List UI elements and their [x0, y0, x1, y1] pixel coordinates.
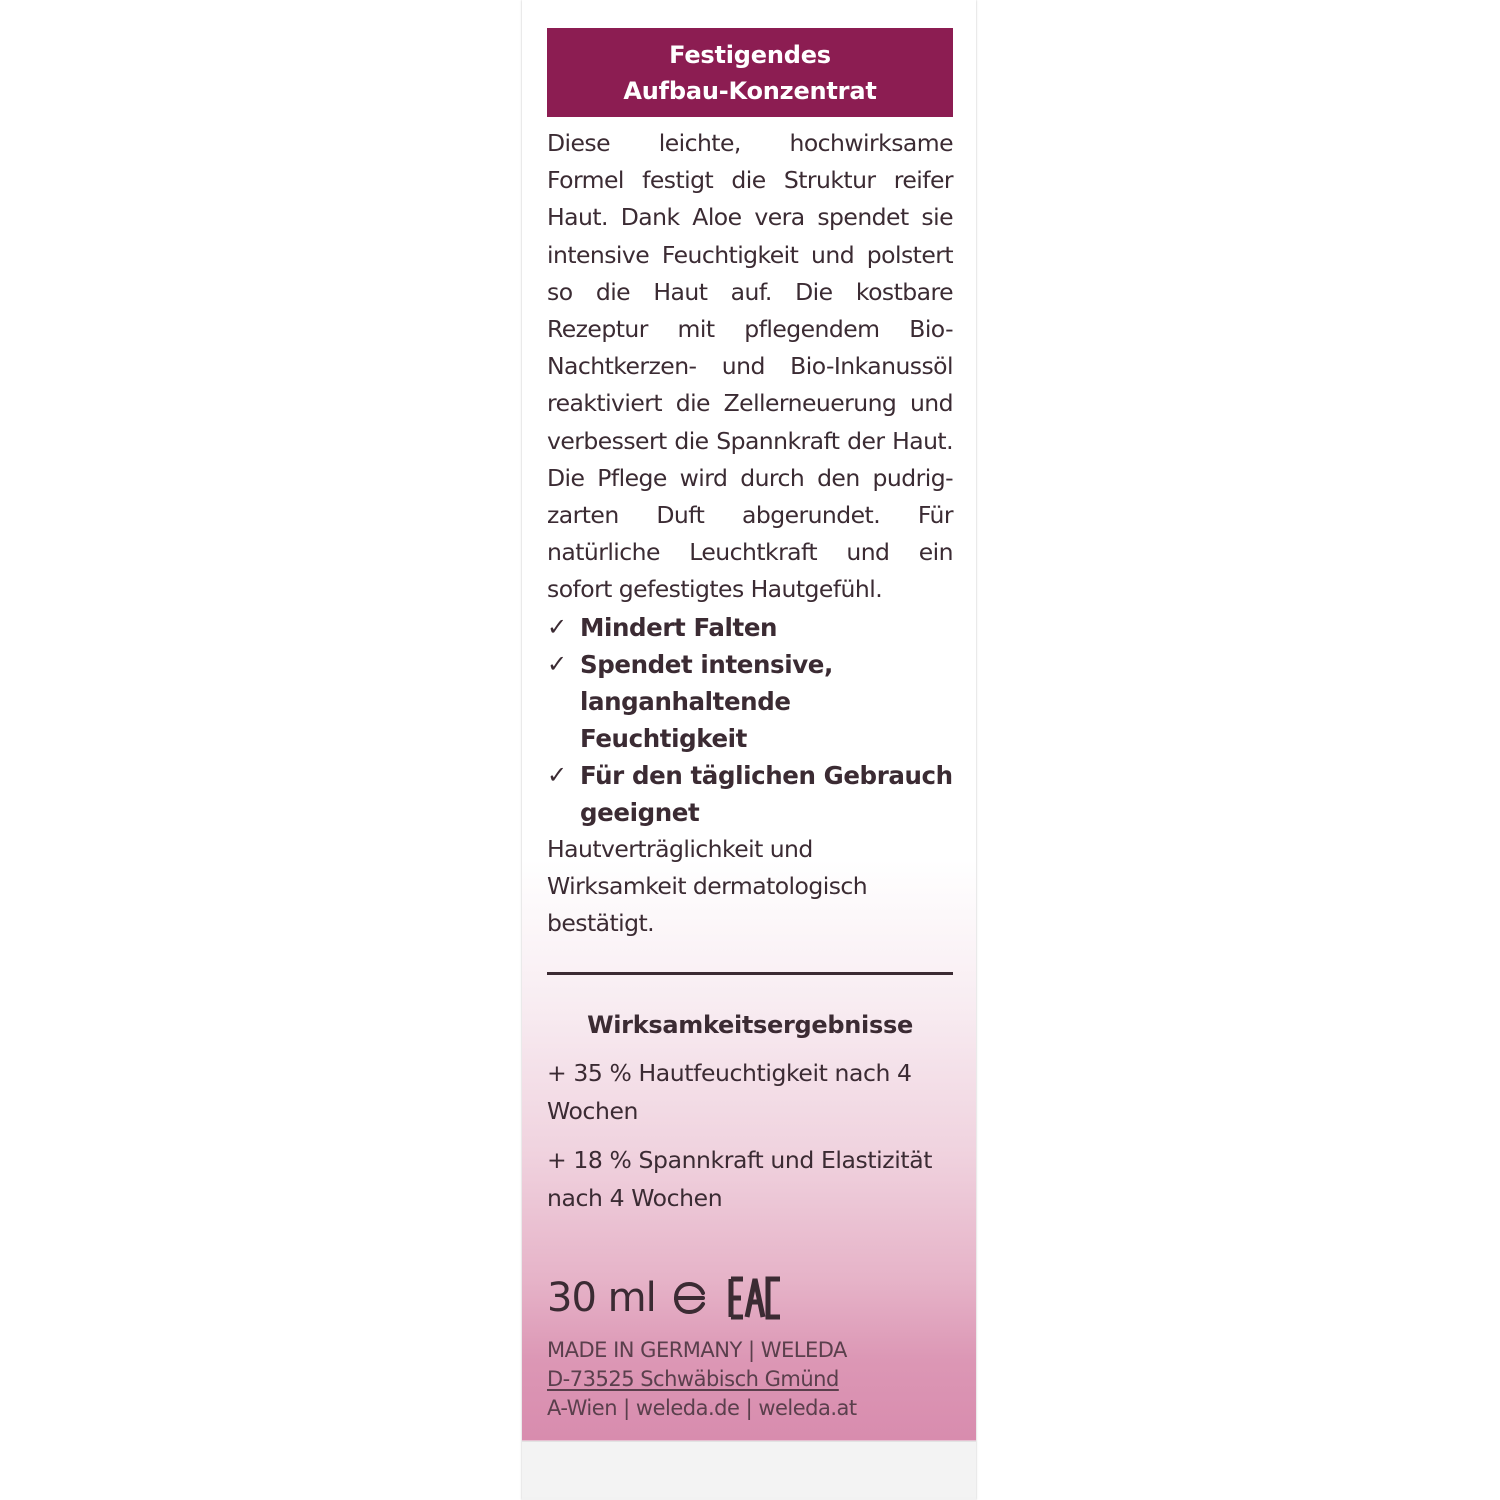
- panel-bottom-strip: [522, 1441, 976, 1497]
- benefit-list: [547, 609, 953, 831]
- benefit-text: Spendet intensive, langanhaltende Feuchtigkeit: [580, 649, 833, 753]
- volume-label: 30 ml: [547, 1275, 656, 1321]
- product-title-banner: [547, 28, 953, 117]
- package-side-panel: [522, 0, 976, 1500]
- result-item: + 18 % Spannkraft und Elastizität nach 4 Wochen: [547, 1146, 933, 1212]
- address-line3: A-Wien | weleda.de | weleda.at: [547, 1396, 857, 1420]
- address-line2: D-73525 Schwäbisch Gmünd: [547, 1367, 839, 1391]
- volume-row: [547, 1270, 782, 1326]
- benefit-text: Mindert Falten: [580, 612, 778, 642]
- section-divider: [547, 972, 953, 975]
- benefit-item: [547, 757, 953, 831]
- benefit-text: Für den täglichen Gebrauch geeignet: [580, 760, 953, 827]
- manufacturer-address: [547, 1336, 857, 1423]
- eac-mark-icon: [728, 1275, 782, 1321]
- product-description: Diese leichte, hochwirksame Formel festigt die Struktur reifer Haut. Dank Aloe vera spendet sie intensive Feuchtigkeit und polstert so die Haut auf. Die kostbare Rezeptur mit pflegendem Bio-Nachtkerzen- und Bio-Inkanussöl reaktiviert die Zellerneuerung und verbessert die Spannkraft der Haut. Die Pflege wird durch den pudrig-zarten Duft abgerundet. Für natürliche Leuchtkraft und ein sofort gefestigtes Hautgefühl.: [547, 129, 953, 604]
- dermatological-note: Hautverträglichkeit und Wirksamkeit dermatologisch bestätigt.: [547, 834, 868, 938]
- results-heading: Wirksamkeitsergebnisse: [587, 1011, 913, 1040]
- check-icon: ✓: [547, 612, 567, 641]
- address-line1: MADE IN GERMANY | WELEDA: [547, 1338, 847, 1362]
- e-mark-icon: [670, 1276, 708, 1320]
- result-item: + 35 % Hautfeuchtigkeit nach 4 Wochen: [547, 1059, 912, 1125]
- check-icon: ✓: [547, 649, 567, 678]
- benefit-item: [547, 646, 953, 757]
- check-icon: ✓: [547, 760, 567, 789]
- panel-content: [547, 28, 953, 1217]
- product-title-line1: Festigendes: [669, 41, 831, 69]
- product-title-line2: Aufbau-Konzentrat: [623, 77, 877, 105]
- benefit-item: [547, 609, 953, 646]
